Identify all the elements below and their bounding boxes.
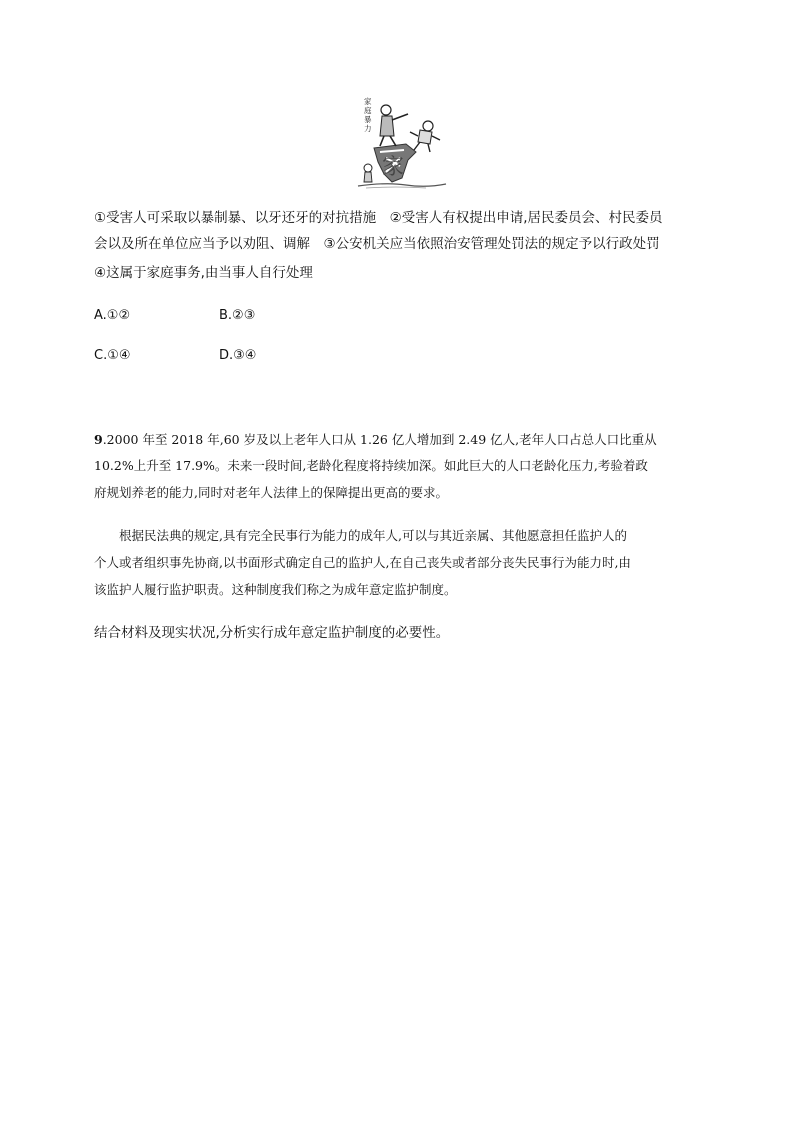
q9-material-line-2: 10.2%上升至 17.9%。未来一段时间,老龄化程度将持续加深。如此巨大的人口老龄化压力,考验着政 <box>94 458 648 473</box>
q8-option-c[interactable]: C.①④ <box>94 348 131 363</box>
svg-text:家: 家 <box>364 97 372 106</box>
svg-text:暴: 暴 <box>364 115 372 124</box>
q8-option-b[interactable]: B.②③ <box>219 308 256 323</box>
q8-statement-line-3: ④这属于家庭事务,由当事人自行处理 <box>94 265 313 281</box>
q9-material2-line-2: 个人或者组织事先协商,以书面形式确定自己的监护人,在自己丧失或者部分丧失民事行为能力时,由 <box>94 555 631 570</box>
q9-material-1-text-1: .2000 年至 2018 年,60 岁及以上老年人口从 1.26 亿人增加到 2.49 亿人,老年人口占总人口比重从 <box>102 432 657 447</box>
svg-text:力: 力 <box>364 124 372 133</box>
q8-option-d[interactable]: D.③④ <box>219 348 257 363</box>
cartoon-illustration <box>356 96 448 192</box>
svg-text:庭: 庭 <box>364 106 372 115</box>
q8-option-a[interactable]: A.①② <box>94 308 131 323</box>
q9-material-line-1 <box>94 430 657 450</box>
q9-question: 结合材料及现实状况,分析实行成年意定监护制度的必要性。 <box>94 625 450 641</box>
cartoon-big-char: 家 <box>382 155 405 180</box>
q9-material2-line-1: 根据民法典的规定,具有完全民事行为能力的成年人,可以与其近亲属、其他愿意担任监护人的 <box>94 528 627 543</box>
q8-statement-line-1: ①受害人可采取以暴制暴、以牙还牙的对抗措施 ②受害人有权提出申请,居民委员会、村民委员 <box>94 210 663 226</box>
q9-material-line-3: 府规划养老的能力,同时对老年人法律上的保障提出更高的要求。 <box>94 485 448 500</box>
cartoon-caption <box>364 96 372 133</box>
q9-number: 9 <box>94 432 103 447</box>
domestic-violence-cartoon <box>356 96 448 192</box>
q9-material2-line-3: 该监护人履行监护职责。这种制度我们称之为成年意定监护制度。 <box>94 582 457 597</box>
q8-statement-line-2: 会以及所在单位应当予以劝阻、调解 ③公安机关应当依照治安管理处罚法的规定予以行政处罚 <box>94 236 660 252</box>
